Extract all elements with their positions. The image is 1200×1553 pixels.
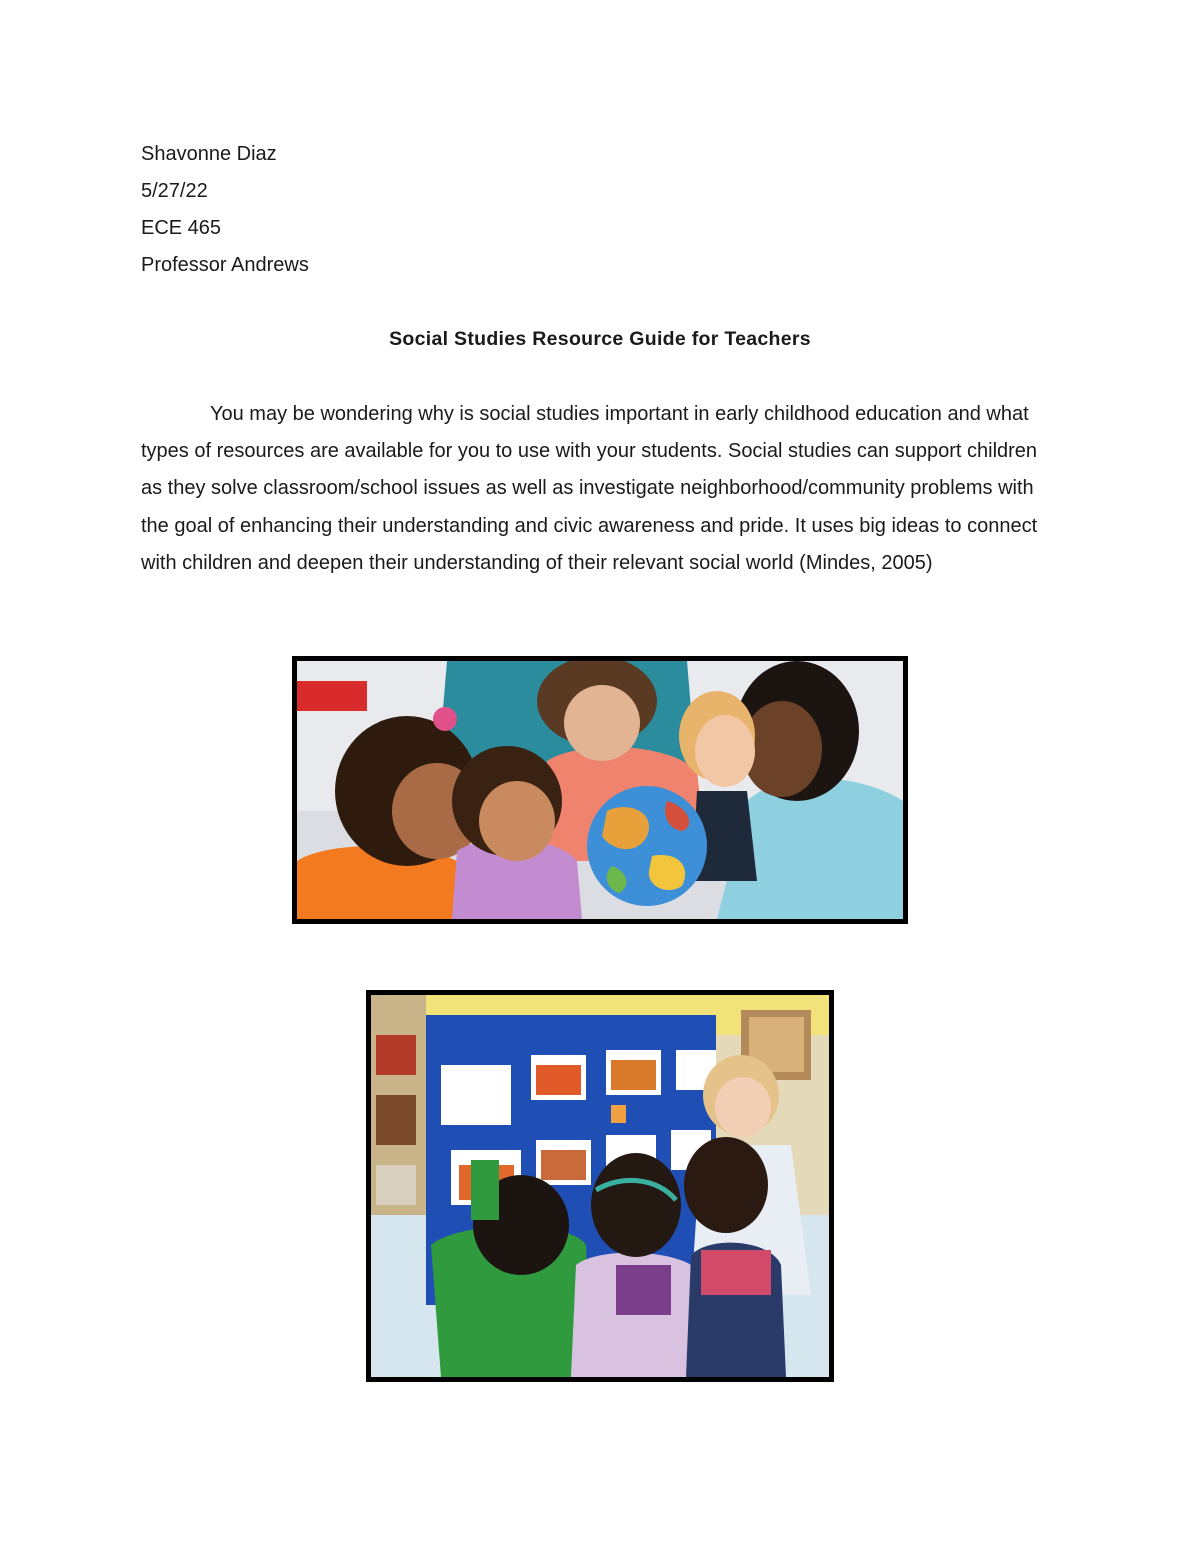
document-date: 5/27/22: [141, 180, 208, 202]
professor-name: Professor Andrews: [141, 254, 309, 276]
author-name: Shavonne Diaz: [141, 143, 277, 165]
children-pocket-chart-photo: [366, 990, 834, 1382]
document-title: Social Studies Resource Guide for Teachers: [389, 328, 811, 350]
course-code: ECE 465: [141, 217, 222, 239]
children-globe-photo: [292, 656, 908, 924]
body-paragraph: You may be wondering why is social studies important in early childhood education and what types of resources are available for you to use with your students. Social studies can support children as they solve classroom/school issues as well as investigate neighborhood/community problems with the goal of enhancing their understanding and civic awareness and pride. It uses big ideas to connect with children and deepen their understanding of their relevant social world (Mindes, 2005): [141, 403, 1038, 574]
